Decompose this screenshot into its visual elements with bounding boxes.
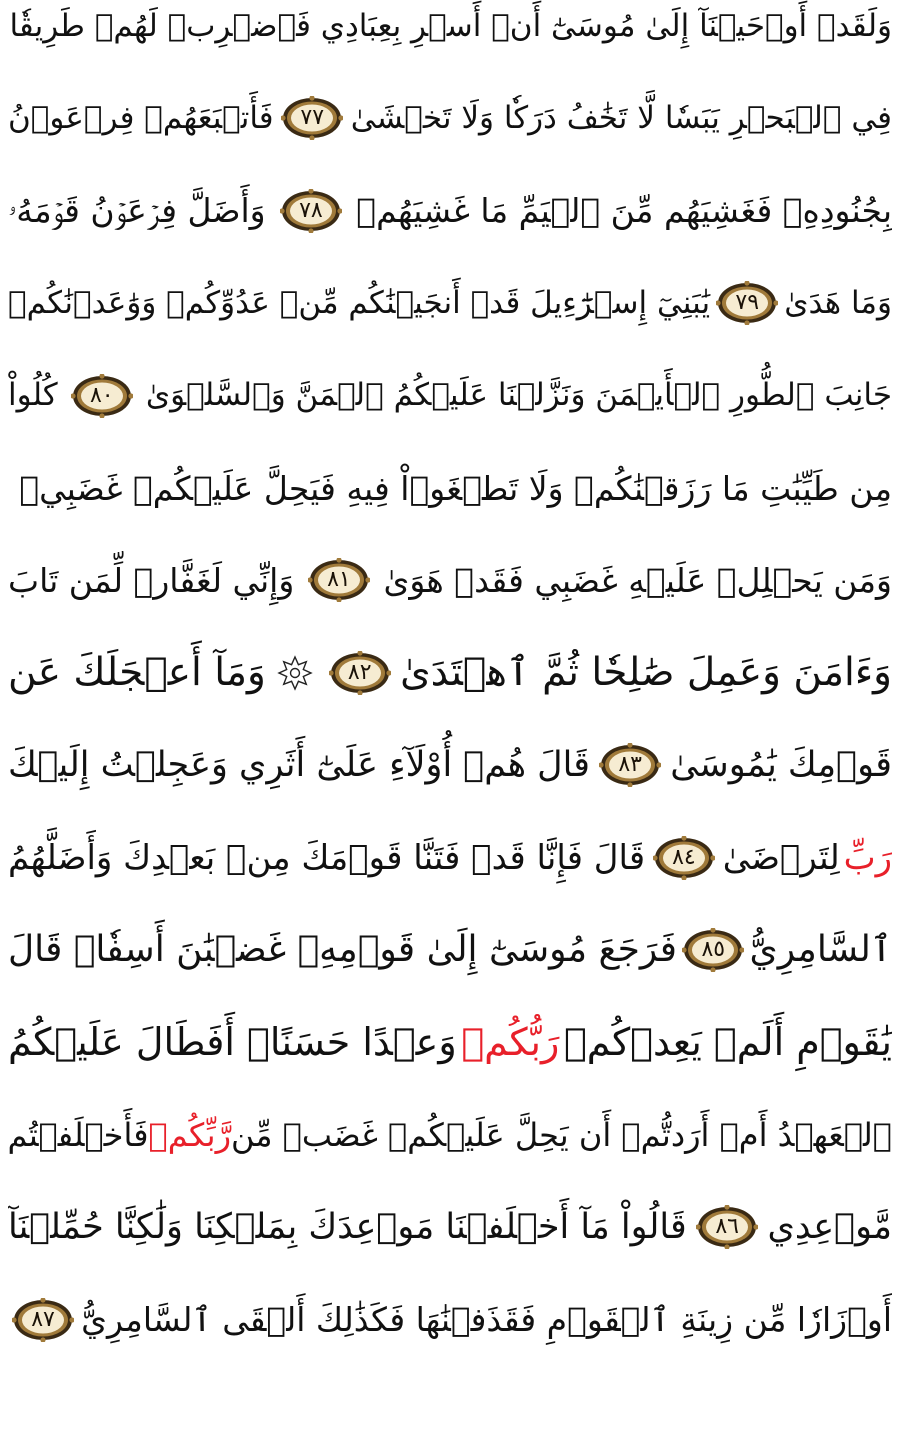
verse-text: ٱلسَّامِرِيُّ (749, 929, 892, 970)
ayah-number-marker (599, 743, 661, 787)
verse-line (8, 0, 892, 72)
ayah-number: ٨٥ (701, 937, 726, 962)
verse-line (8, 719, 892, 811)
verse-line (8, 257, 892, 349)
verse-text: قَالُواْ مَآ أَخۡلَفۡنَا مَوۡعِدَكَ بِمَلۡكِنَا وَلَٰكِنَّا حُمِّلۡنَآ (8, 1206, 687, 1247)
verse-text: قَالَ فَإِنَّا قَدۡ فَتَنَّا قَوۡمَكَ مِنۢ بَعۡدِكَ وَأَضَلَّهُمُ (8, 837, 646, 878)
ayah-number-marker (308, 558, 370, 602)
verse-lines (8, 0, 892, 1437)
verse-text: قَالَ هُمۡ أُوْلَآءِ عَلَىٰٓ أَثَرِي وَعَجِلۡتُ إِلَيۡكَ (8, 744, 590, 785)
ayah-number-marker (682, 928, 744, 972)
verse-text: جَانِبَ ٱلطُّورِ ٱلۡأَيۡمَنَ وَنَزَّلۡنَا عَلَيۡكُمُ ٱلۡمَنَّ وَٱلسَّلۡوَىٰ (145, 377, 892, 414)
hizb-marker (277, 655, 313, 691)
verse-text: ٱلۡعَهۡدُ أَمۡ أَرَدتُّمۡ أَن يَحِلَّ عَلَيۡكُمۡ غَضَبٞ مِّن (231, 1115, 892, 1154)
ayah-number: ٨٣ (618, 752, 642, 778)
divine-name-text: رَبِّ (843, 837, 892, 878)
verse-text: كُلُواْ (8, 377, 58, 414)
divine-name-text: رَّبِّكُمۡ (148, 1115, 232, 1154)
verse-line (8, 1181, 892, 1273)
verse-line (8, 996, 892, 1088)
verse-text: وَأَضَلَّ فِرۡعَوۡنُ قَوۡمَهُۥ (8, 191, 266, 231)
verse-text: وَءَامَنَ وَعَمِلَ صَٰلِحٗا ثُمَّ ٱهۡتَدَىٰ (400, 650, 892, 696)
verse-line (8, 72, 892, 164)
ayah-number: ٨٦ (715, 1214, 739, 1240)
verse-text: فَأَتۡبَعَهُمۡ فِرۡعَوۡنُ (8, 99, 274, 136)
verse-text: بِجُنُودِهِۦ فَغَشِيَهُم مِّنَ ٱلۡيَمِّ مَا غَشِيَهُمۡ (356, 191, 892, 231)
hizb-star-icon (277, 655, 313, 691)
verse-text: يَٰقَوۡمِ أَلَمۡ يَعِدۡكُمۡ (564, 1020, 892, 1065)
verse-line (8, 904, 892, 996)
verse-text: وَمَآ أَعۡجَلَكَ عَن (8, 650, 266, 696)
ayah-number-marker (281, 96, 343, 140)
verse-line (8, 350, 892, 442)
ayah-number: ٨٧ (31, 1306, 55, 1332)
verse-line (8, 165, 892, 257)
divine-name-text: رَبُّكُمۡ (461, 1020, 560, 1065)
verse-text: وَعۡدًا حَسَنًاۚ أَفَطَالَ عَلَيۡكُمُ (8, 1020, 457, 1065)
ayah-number: ٨١ (327, 567, 351, 593)
ayah-number-marker (71, 374, 133, 418)
verse-text: فَرَجَعَ مُوسَىٰٓ إِلَىٰ قَوۡمِهِۦ غَضۡبَٰنَ أَسِفٗاۚ قَالَ (8, 929, 677, 970)
ayah-number-marker (280, 189, 342, 233)
verse-line (8, 1274, 892, 1366)
verse-text: يَٰبَنِيٓ إِسۡرَٰٓءِيلَ قَدۡ أَنجَيۡنَٰكُم مِّنۡ عَدُوِّكُمۡ وَوَٰعَدۡنَٰكُمۡ (8, 284, 711, 321)
ayah-number: ٨٢ (347, 659, 372, 685)
ayah-number: ٧٩ (735, 290, 760, 316)
verse-line (8, 812, 892, 904)
verse-text: وَإِنِّي لَغَفَّارٞ لِّمَن تَابَ (8, 560, 295, 600)
ayah-number-marker (12, 1298, 74, 1342)
ayah-number-marker (696, 1205, 758, 1249)
verse-text: أَوۡزَارٗا مِّن زِينَةِ ٱلۡقَوۡمِ فَقَذَفۡنَٰهَا فَكَذَٰلِكَ أَلۡقَى ٱلسَّامِرِيُّ (81, 1300, 892, 1340)
ayah-number: ٧٧ (300, 105, 325, 131)
verse-text: مِن طَيِّبَٰتِ مَا رَزَقۡنَٰكُمۡ وَلَا تَطۡغَوۡاْ فِيهِ فَيَحِلَّ عَلَيۡكُمۡ غَضَبِيۖ (19, 468, 892, 508)
verse-line (8, 534, 892, 626)
verse-text: وَمَن يَحۡلِلۡ عَلَيۡهِ غَضَبِي فَقَدۡ هَوَىٰ (383, 560, 892, 600)
verse-line (8, 442, 892, 534)
verse-text: وَمَا هَدَىٰ (784, 284, 892, 321)
verse-line (8, 1089, 892, 1181)
verse-text: قَوۡمِكَ يَٰمُوسَىٰ (670, 744, 892, 785)
verse-text: وَلَقَدۡ أَوۡحَيۡنَآ إِلَىٰ مُوسَىٰٓ أَنۡ أَسۡرِ بِعِبَادِي فَٱضۡرِبۡ لَهُمۡ طَرِيقٗا (9, 7, 892, 44)
ayah-number-marker (329, 651, 391, 695)
ayah-number-marker (716, 281, 778, 325)
ayah-number: ٨٠ (89, 382, 114, 408)
verse-text: لِتَرۡضَىٰ (722, 837, 840, 878)
ayah-number: ٧٨ (299, 197, 323, 223)
verse-line (8, 627, 892, 719)
ayah-number: ٨٤ (672, 844, 696, 870)
verse-text: فَأَخۡلَفۡتُم (8, 1115, 149, 1154)
verse-text: مَّوۡعِدِي (767, 1206, 892, 1247)
ayah-number-marker (653, 836, 715, 880)
verse-text: فِي ٱلۡبَحۡرِ يَبَسٗا لَّا تَخَٰفُ دَرَكٗا وَلَا تَخۡشَىٰ (350, 99, 892, 136)
